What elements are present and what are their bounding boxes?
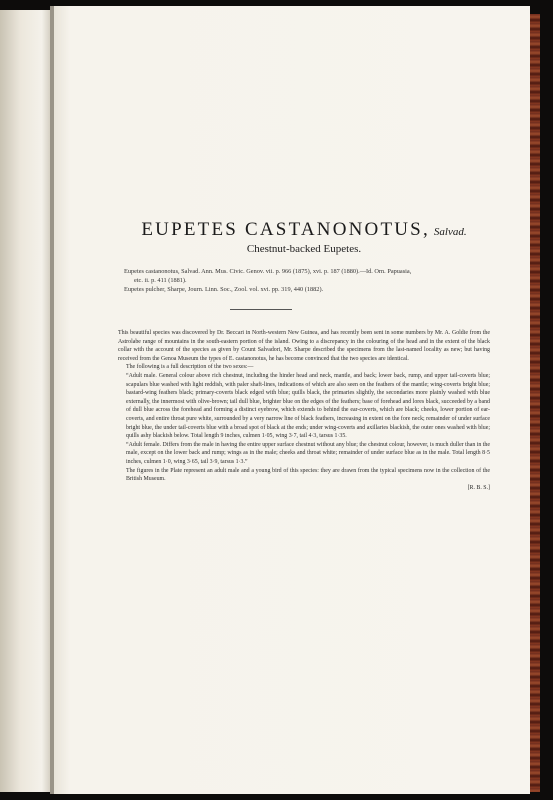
synonym-line: etc. ii. p. 411 (1881). (134, 276, 187, 284)
species-name: EUPETES CASTANONOTUS, (141, 219, 430, 240)
paragraph-lead: The following is a full description of the two sexes:— (126, 364, 254, 371)
synonym-line: Eupetes castanonotus, Salvad. Ann. Mus. Civic. Genov. vii. p. 966 (1875), xvi. p. 187 (1880).—Id. Orn. Papuasia, (124, 268, 412, 275)
book-edge-binding (530, 14, 540, 792)
page-gutter (50, 6, 54, 794)
species-title (118, 219, 490, 241)
signature: [R. B. S.] (467, 484, 490, 491)
species-author: Salvad. (433, 226, 467, 238)
previous-page-edge (0, 10, 52, 792)
paragraph-figures: The figures in the Plate represent an adult male and a young bird of this species: they are drawn from the typical specimens now in the collection of the British Museum. (126, 467, 490, 483)
common-name: Chestnut-backed Eupetes. (246, 243, 362, 255)
synonym-line: Eupetes pulcher, Sharpe, Journ. Linn. Soc., Zool. vol. xvi. pp. 319, 440 (1882). (124, 286, 324, 293)
paragraph-intro: This beautiful species was discovered by Dr. Beccari in North-western New Guinea, and has recently been sent in some numbers by Mr. A. Goldie from the Astrolabe range of mountains in the south-eastern portion of the island. Owing to a discrepancy in the colouring of the head and in the extent of the black collar with the account of the species as given by Count Salvadori, Mr. Sharpe described the specimens from the last-named locality as new; but having received from the Genoa Museum the types of E. castanonotus, he has become convinced that the two species are identical. (118, 330, 490, 362)
paragraph-female: “Adult female. Differs from the male in having the entire upper surface chestnut without any blue; the chestnut colour, however, is much duller than in the male, except on the lower back and rump; wings as in the male; cheeks and throat white; remainder of under surface blue as in the male. Total length 8·5 inches, culmen 1·0, wing 3·65, tail 3·9, tarsus 1·3.” (126, 441, 490, 465)
synonym-entry (124, 286, 486, 295)
synonym-entry (124, 268, 486, 285)
body-text (118, 329, 490, 492)
paragraph-male: “Adult male. General colour above rich chestnut, including the hinder head and neck, mantle, and back; lower back, rump, and upper tail-coverts blue; scapulars blue washed with light reddish, with paler shaft-lines, indications of which are also seen on the feathers of the mantle; wing-coverts bright blue; bastard-wing feathers black; primary-coverts black edged with blue; quills black, the primaries slightly, the secondaries more plainly washed with blue externally, the innermost with olive-brown; tail dull blue, brighter blue on the edges of the feathers; base of forehead and lores black, succeeded by a band of dull blue across the forehead and forming a distinct eyebrow, which extends to behind the ear-coverts, which are black; cheeks, lower portion of ear-coverts, and entire throat pure white, surrounded by a very narrow line of black feathers, increasing in extent on the fore neck; remainder of under surface bright blue, the under tail-coverts blue with a broad spot of black at the ends; under wing-coverts and axillaries blackish, the outer ones washed with blue; quills ashy blackish below. Total length 9 inches, culmen 1·05, wing 3·7, tail 4·3, tarsus 1·35. (126, 372, 490, 440)
section-divider (230, 309, 292, 310)
